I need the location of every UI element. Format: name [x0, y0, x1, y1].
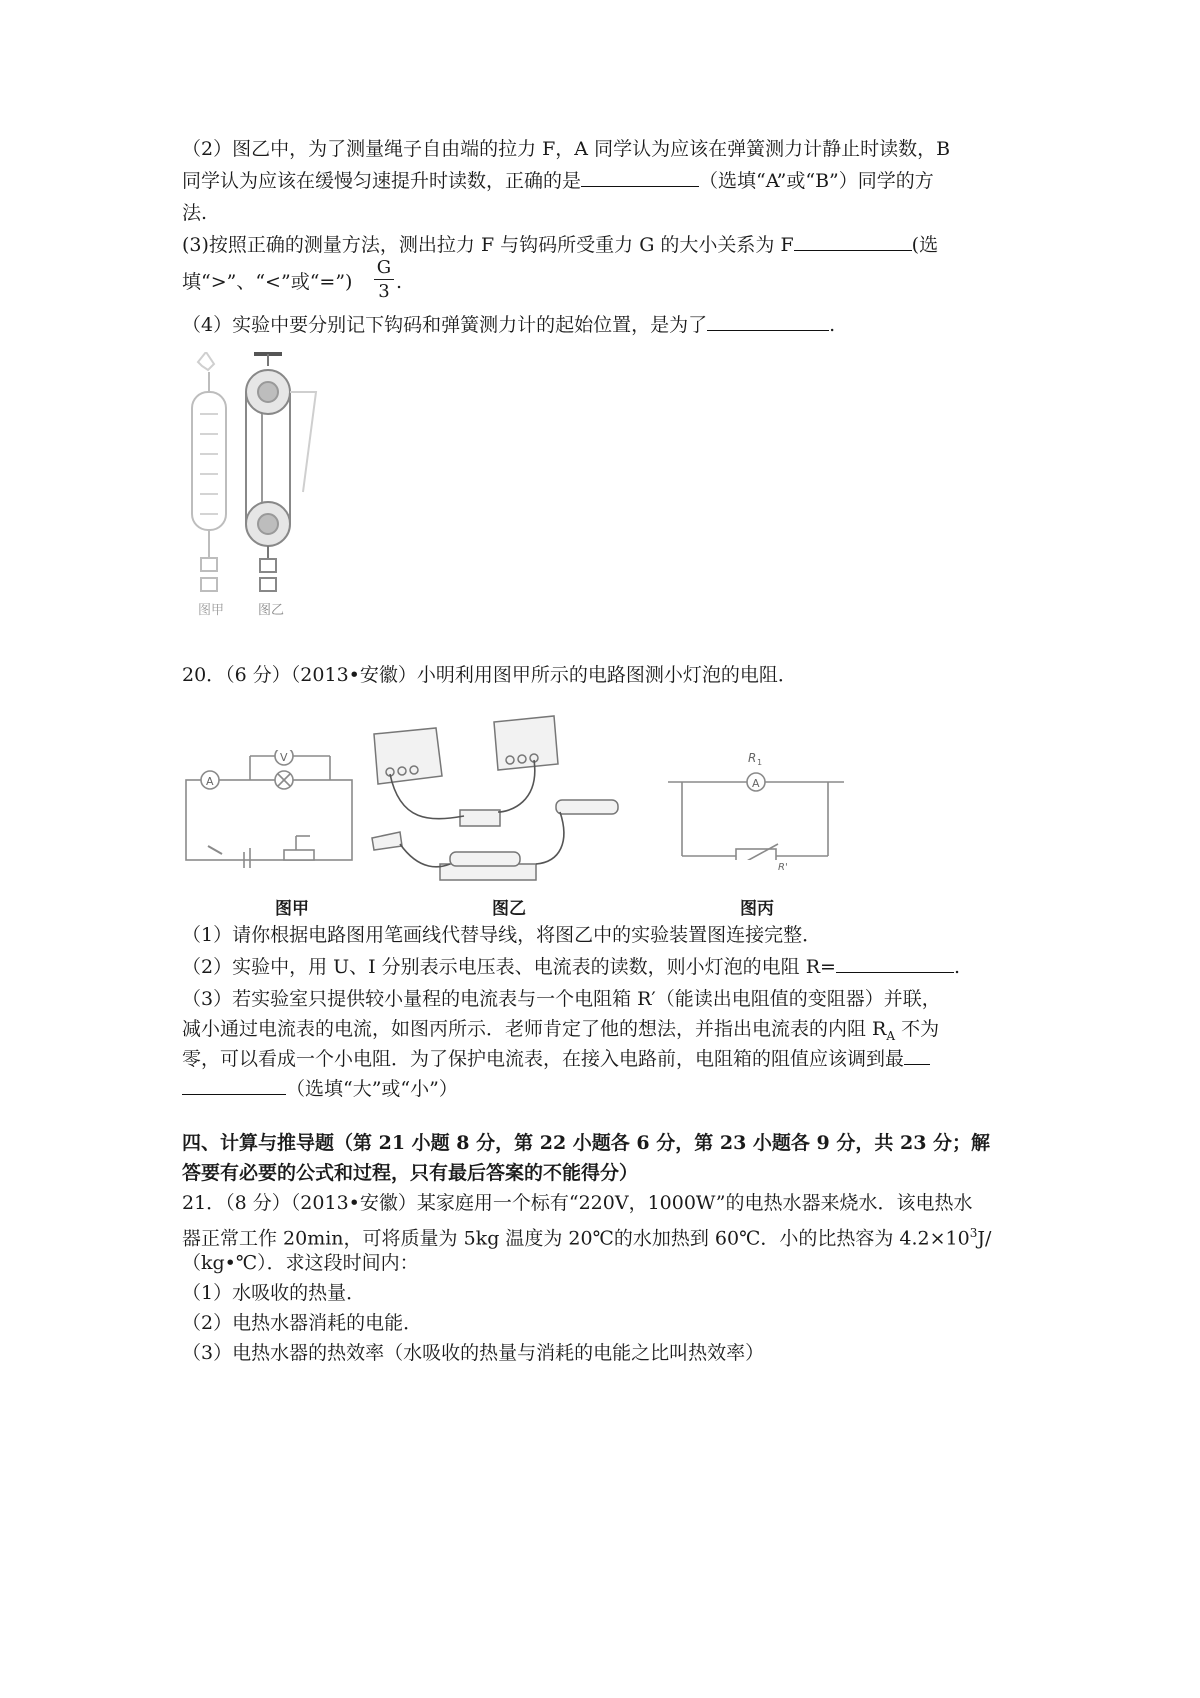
fig-caption-yi: 图乙 — [492, 899, 526, 919]
q21-line3: （kg•℃）．求这段时间内： — [182, 1252, 419, 1274]
q21-line2: 器正常工作 20min，可将质量为 5kg 温度为 20℃的水加热到 60℃．小的比热容为 $4.2\times 10^3J/$ — [182, 1226, 992, 1250]
q19-part4: （4）实验中要分别记下钩码和弹簧测力计的起始位置，是为了 . — [182, 314, 836, 336]
q21-part2: （2）电热水器消耗的电能． — [182, 1312, 423, 1334]
apparatus-photo-yi — [360, 712, 660, 882]
q19-part2-line2: 同学认为应该在缓慢匀速提升时读数，正确的是 （选填“A”或“B”）同学的方 — [182, 170, 934, 192]
q20-part1: （1）请你根据电路图用笔画线代替导线，将图乙中的实验装置图连接完整． — [182, 924, 822, 946]
section4-heading-line2: 答要有必要的公式和过程，只有最后答案的不能得分） — [182, 1162, 639, 1184]
fig-label-yi: 图乙 — [258, 603, 285, 618]
answer-blank[interactable] — [707, 328, 829, 331]
r1-symbol: R — [748, 751, 757, 765]
fig-caption-bing: 图丙 — [740, 899, 774, 919]
section4-heading-line1: 四、计算与推导题（第 21 小题 8 分，第 22 小题各 6 分，第 23 小题各 9 分，共 23 分；解 — [182, 1132, 991, 1154]
pulley-figure — [178, 352, 338, 622]
q19-part3-end: . — [396, 271, 403, 293]
voltmeter-symbol: V — [280, 751, 288, 764]
answer-blank-cont[interactable] — [182, 1092, 286, 1095]
q19-part3-line1: (3)按照正确的测量方法，测出拉力 F 与钩码所受重力 G 的大小关系为 F (选 — [182, 234, 939, 256]
q20-part3-line4: （选填“大”或“小”） — [182, 1076, 458, 1102]
q20-part3-line1: （3）若实验室只提供较小量程的电流表与一个电阻箱 R′（能读出电阻值的变阻器）并联， — [182, 988, 941, 1010]
q19-part3-line2: 填“>”、“<”或“=”) — [182, 271, 353, 293]
r1-subscript: 1 — [757, 758, 763, 767]
fig-caption-jia: 图甲 — [275, 899, 309, 919]
q19-part2-line3: 法. — [182, 202, 208, 224]
answer-blank[interactable] — [581, 184, 699, 187]
q20-part3-line3: 零，可以看成一个小电阻．为了保护电流表，在接入电路前，电阻箱的阻值应该调到最 — [182, 1046, 930, 1072]
fraction-g-over-3: G 3 — [374, 257, 394, 302]
r-prime-symbol: R' — [778, 862, 788, 873]
answer-blank[interactable] — [904, 1062, 930, 1065]
q21-part3: （3）电热水器的热效率（水吸收的热量与消耗的电能之比叫热效率） — [182, 1342, 765, 1364]
q20-part2: （2）实验中，用 U、I 分别表示电压表、电流表的读数，则小灯泡的电阻 R= . — [182, 956, 960, 978]
answer-blank[interactable] — [836, 970, 954, 973]
fig-label-jia: 图甲 — [198, 603, 225, 618]
q20-part3-line2: 减小通过电流表的电流，如图丙所示．老师肯定了他的想法，并指出电流表的内阻 $R_A$ 不为 — [182, 1018, 940, 1043]
q19-part2-line1: （2）图乙中，为了测量绳子自由端的拉力 F，A 同学认为应该在弹簧测力计静止时读数，B — [182, 138, 951, 160]
q21-line1: 21．（8 分）（2013•安徽）某家庭用一个标有“220V，1000W”的电热水器来烧水．该电热水 — [182, 1192, 973, 1214]
circuit-diagram-jia — [178, 750, 360, 870]
ammeter-symbol: A — [206, 775, 214, 788]
q21-part1: （1）水吸收的热量． — [182, 1282, 366, 1304]
ammeter-symbol: A — [752, 777, 760, 790]
q20-title: 20．（6 分）（2013•安徽）小明利用图甲所示的电路图测小灯泡的电阻． — [182, 664, 797, 686]
circuit-diagram-bing — [668, 740, 844, 860]
answer-blank[interactable] — [794, 248, 912, 251]
